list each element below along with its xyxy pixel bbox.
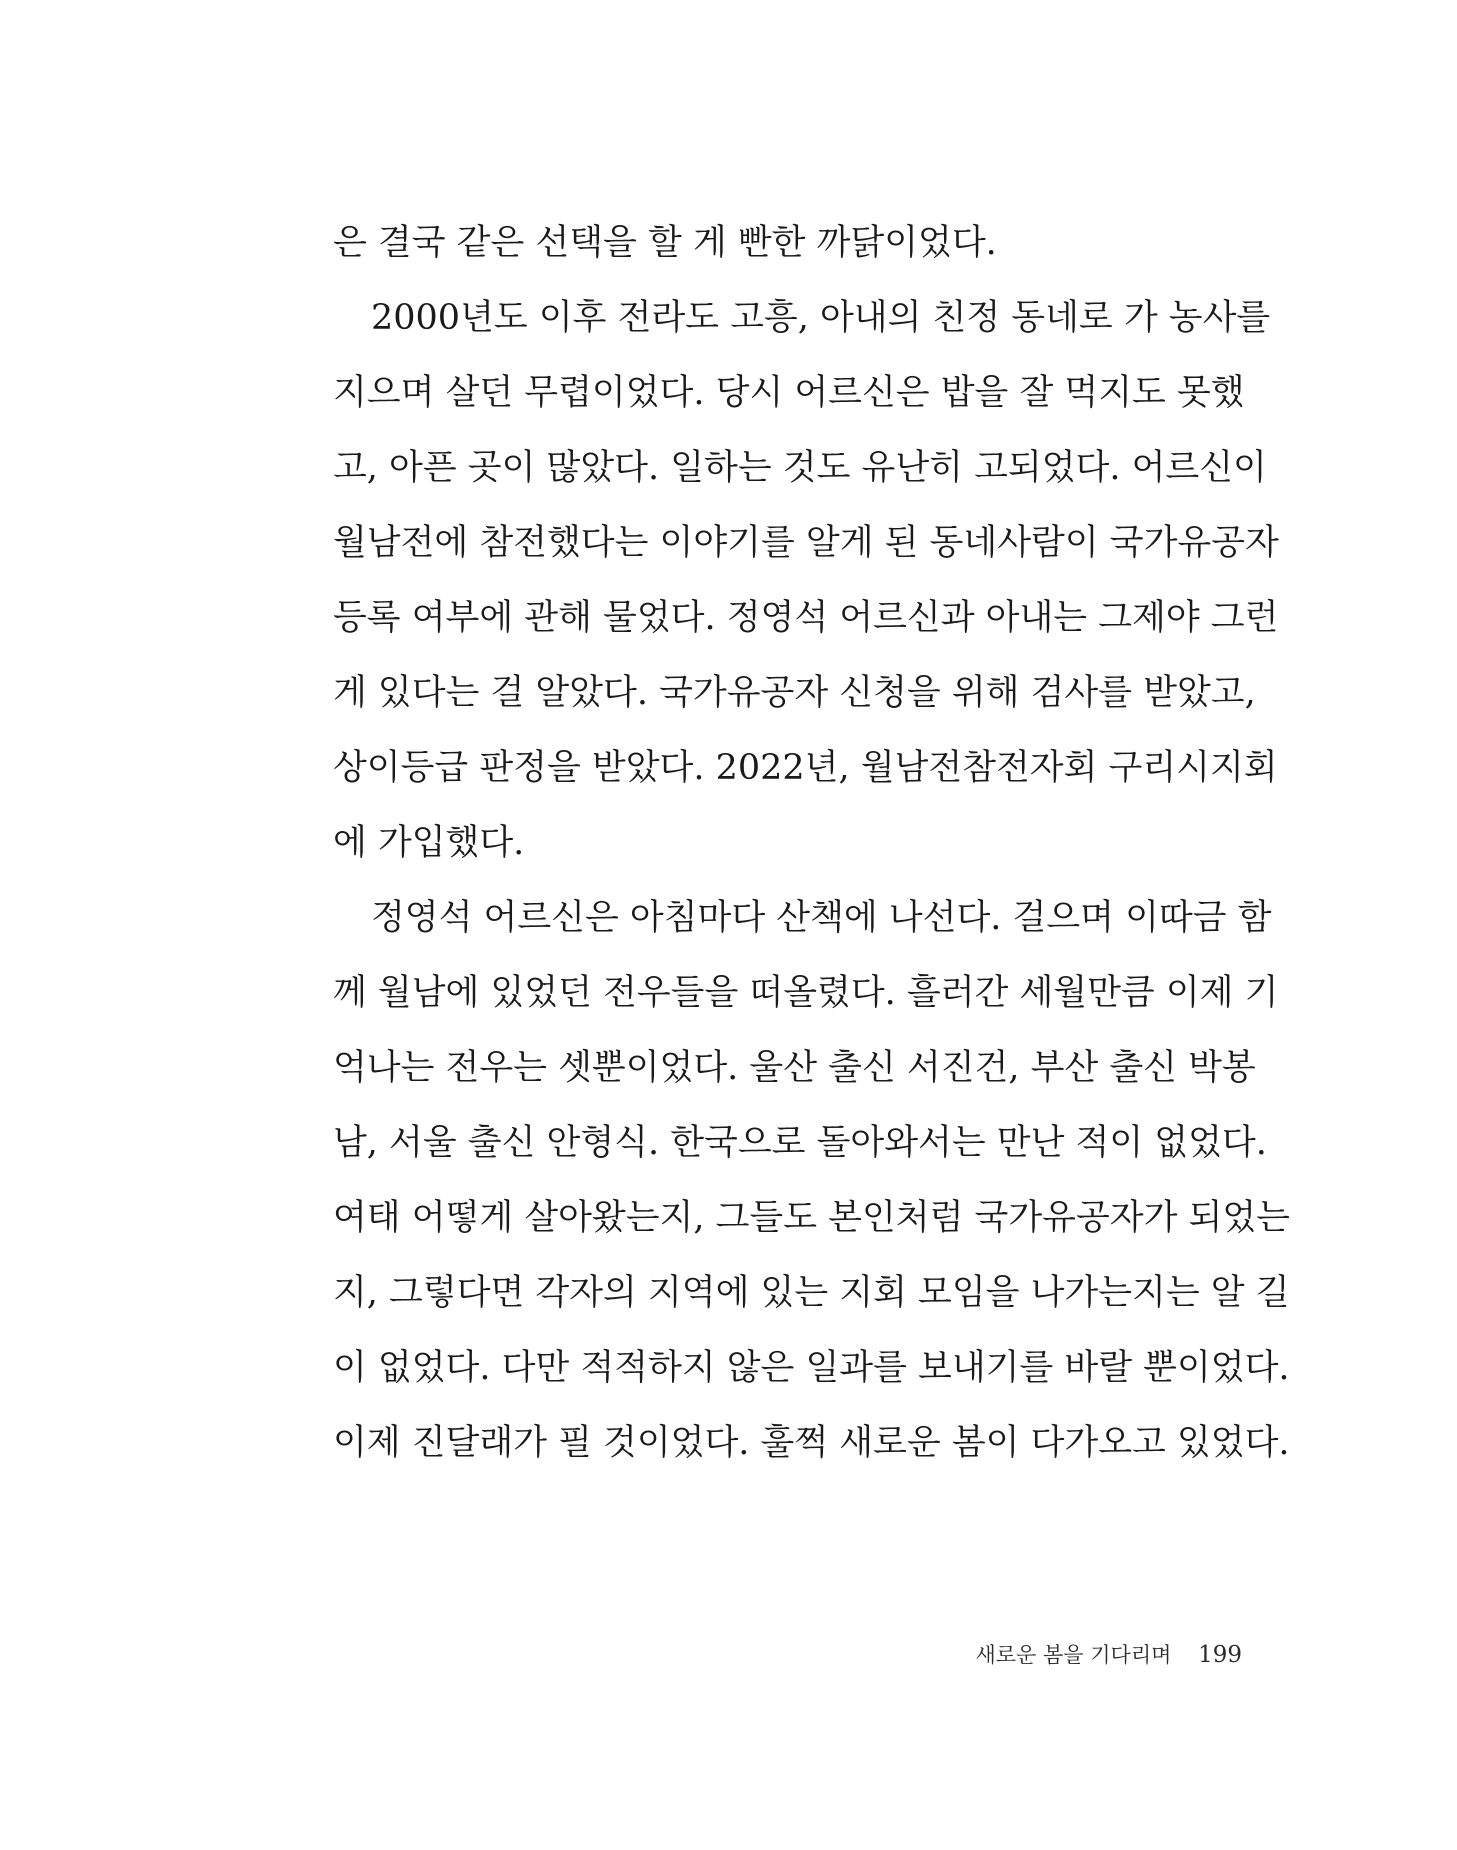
- text-line: 고, 아픈 곳이 많았다. 일하는 것도 유난히 고되었다. 어르신이: [333, 448, 1267, 488]
- running-chapter-title: 새로운 봄을 기다리며: [975, 1643, 1172, 1667]
- text-line: 지으며 살던 무렵이었다. 당시 어르신은 밥을 잘 먹지도 못했: [333, 373, 1245, 413]
- text-line: 지, 그렇다면 각자의 지역에 있는 지회 모임을 나가는지는 알 길: [333, 1273, 1290, 1313]
- text-line: 상이등급 판정을 받았다. 2022년, 월남전참전자회 구리시지회: [333, 748, 1278, 788]
- text-line: 께 월남에 있었던 전우들을 떠올렸다. 흘러간 세월만큼 이제 기: [333, 973, 1279, 1013]
- text-line: 게 있다는 걸 알았다. 국가유공자 신청을 위해 검사를 받았고,: [333, 673, 1256, 713]
- text-line: 월남전에 참전했다는 이야기를 알게 된 동네사람이 국가유공자: [333, 523, 1279, 563]
- text-line: 여태 어떻게 살아왔는지, 그들도 본인처럼 국가유공자가 되었는: [333, 1198, 1290, 1238]
- text-line: 이 없었다. 다만 적적하지 않은 일과를 보내기를 바랄 뿐이었다.: [333, 1348, 1290, 1388]
- body-text: [333, 218, 1290, 1493]
- text-line: 에 가입했다.: [333, 823, 525, 863]
- text-line: 이제 진달래가 필 것이었다. 훌쩍 새로운 봄이 다가오고 있었다.: [333, 1423, 1290, 1463]
- text-line: 등록 여부에 관해 물었다. 정영석 어르신과 아내는 그제야 그런: [333, 598, 1279, 638]
- page-footer: [975, 1640, 1242, 1670]
- text-line: 억나는 전우는 셋뿐이었다. 울산 출신 서진건, 부산 출신 박봉: [333, 1048, 1256, 1088]
- text-line: 2000년도 이후 전라도 고흥, 아내의 친정 동네로 가 농사를: [371, 298, 1271, 338]
- text-line: 남, 서울 출신 안형식. 한국으로 돌아와서는 만난 적이 없었다.: [333, 1123, 1267, 1163]
- page-number: 199: [1198, 1642, 1242, 1668]
- text-line: 은 결국 같은 선택을 할 게 빤한 까닭이었다.: [333, 223, 997, 263]
- text-line: 정영석 어르신은 아침마다 산책에 나선다. 걸으며 이따금 함: [371, 898, 1272, 938]
